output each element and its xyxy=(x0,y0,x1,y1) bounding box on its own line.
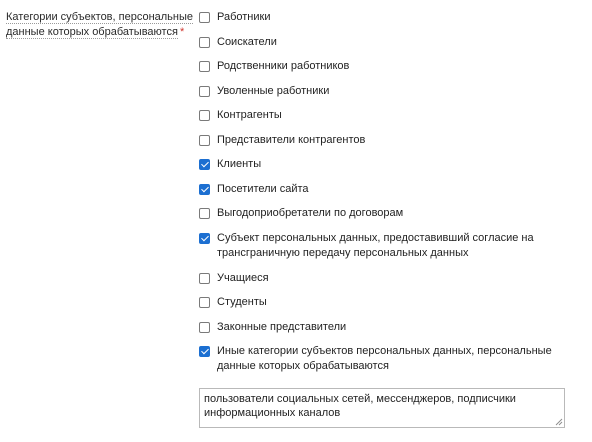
option-label: Представители контрагентов xyxy=(217,133,366,146)
required-asterisk: * xyxy=(179,26,185,38)
option-label: Выгодоприобретатели по договорам xyxy=(217,207,404,219)
checkbox[interactable] xyxy=(199,12,210,23)
option-label: Студенты xyxy=(217,296,267,308)
checkbox[interactable] xyxy=(199,86,210,97)
option-students[interactable] xyxy=(199,295,579,310)
option-dismissed[interactable] xyxy=(199,84,579,99)
option-cross-border-consent[interactable] xyxy=(199,231,579,261)
option-label: Законные представители xyxy=(217,320,347,333)
checkbox[interactable] xyxy=(199,208,210,219)
option-label: Посетители сайта xyxy=(217,182,309,195)
option-counterparty-reps[interactable] xyxy=(199,133,579,148)
option-beneficiaries[interactable] xyxy=(199,206,579,221)
option-learners[interactable] xyxy=(199,271,579,286)
field-label xyxy=(6,10,194,40)
checkbox[interactable] xyxy=(199,184,210,195)
checkbox[interactable] xyxy=(199,37,210,48)
option-relatives[interactable] xyxy=(199,59,579,74)
option-clients[interactable] xyxy=(199,157,579,172)
option-label: Контрагенты xyxy=(217,109,282,121)
checkbox[interactable] xyxy=(199,297,210,308)
option-label: Учащиеся xyxy=(217,271,269,284)
field-label-text: Категории субъектов, персональные данные которых обрабатываются xyxy=(6,11,194,38)
resize-grip-icon[interactable] xyxy=(555,418,563,426)
checkbox[interactable] xyxy=(199,61,210,72)
option-label: Соискатели xyxy=(217,35,277,48)
checkbox[interactable] xyxy=(199,273,210,284)
checkbox[interactable] xyxy=(199,159,210,170)
option-site-visitors[interactable] xyxy=(199,182,579,197)
other-categories-textarea[interactable] xyxy=(199,388,565,428)
option-counterparties[interactable] xyxy=(199,108,579,123)
option-label: Субъект персональных данных, предоставивший согласие на трансграничную передачу персональных данных xyxy=(217,231,534,259)
checkbox[interactable] xyxy=(199,135,210,146)
checkbox[interactable] xyxy=(199,346,210,357)
option-label: Работники xyxy=(217,11,271,23)
option-label: Клиенты xyxy=(217,158,262,170)
checkbox[interactable] xyxy=(199,233,210,244)
checkbox[interactable] xyxy=(199,110,210,121)
option-label: Уволенные работники xyxy=(217,84,330,97)
option-label: Родственники работников xyxy=(217,60,350,72)
option-applicants[interactable] xyxy=(199,35,579,50)
option-label: Иные категории субъектов персональных данных, персональные данные которых обрабатываются xyxy=(217,345,552,372)
option-other-categories[interactable] xyxy=(199,344,579,374)
checkbox-list xyxy=(199,10,579,384)
checkbox[interactable] xyxy=(199,322,210,333)
option-legal-reps[interactable] xyxy=(199,320,579,335)
option-workers[interactable] xyxy=(199,10,579,25)
